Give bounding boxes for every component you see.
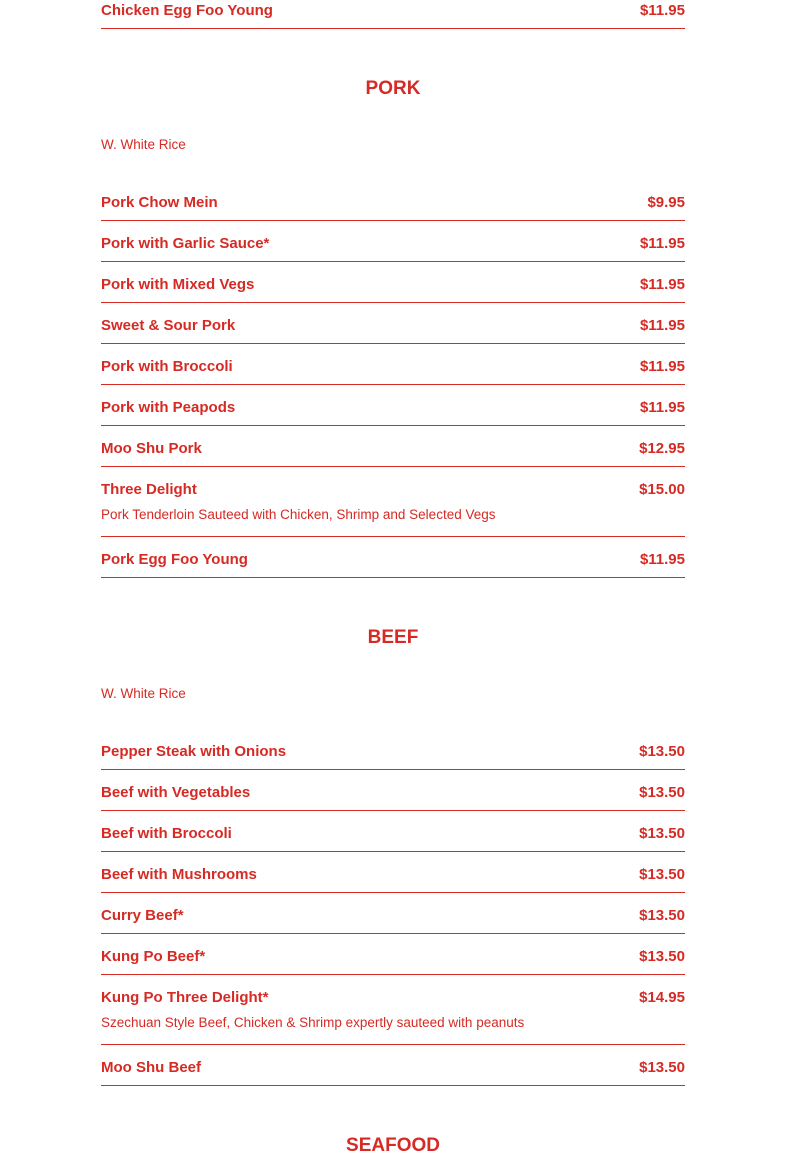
item-name: Kung Po Beef* — [101, 948, 206, 965]
item-description: Szechuan Style Beef, Chicken & Shrimp expertly sauteed with peanuts — [101, 1015, 525, 1030]
item-price: $11.95 — [639, 317, 685, 334]
item-name: Beef with Vegetables — [101, 784, 251, 801]
menu-item — [101, 1045, 685, 1086]
item-name: Pepper Steak with Onions — [101, 743, 287, 760]
item-name: Chicken Egg Foo Young — [101, 2, 273, 19]
item-name: Three Delight — [101, 481, 197, 498]
menu-item — [101, 770, 685, 811]
menu-item — [101, 0, 685, 29]
item-price: $13.50 — [639, 784, 685, 801]
item-price: $13.50 — [639, 907, 685, 924]
item-name: Beef with Broccoli — [101, 825, 232, 842]
item-price: $13.50 — [639, 948, 685, 965]
menu-item — [101, 180, 685, 221]
menu-item — [101, 262, 685, 303]
item-name: Moo Shu Pork — [101, 440, 202, 457]
item-price: $11.95 — [639, 276, 685, 293]
menu-item — [101, 537, 685, 578]
item-description: Pork Tenderloin Sauteed with Chicken, Shrimp and Selected Vegs — [101, 507, 496, 522]
menu-item — [101, 426, 685, 467]
item-price: $13.50 — [639, 866, 685, 883]
menu-item — [101, 303, 685, 344]
menu-item — [101, 221, 685, 262]
item-name: Beef with Mushrooms — [101, 866, 257, 883]
item-name: Pork with Mixed Vegs — [101, 276, 255, 293]
item-price: $9.95 — [647, 194, 685, 211]
menu-item — [101, 344, 685, 385]
item-price: $12.95 — [639, 440, 685, 457]
item-price: $11.95 — [639, 2, 685, 19]
item-name: Pork with Broccoli — [101, 358, 233, 375]
item-price: $13.50 — [639, 825, 685, 842]
menu-item — [101, 852, 685, 893]
section-title-beef: BEEF — [367, 627, 419, 648]
menu-item — [101, 811, 685, 852]
item-name: Sweet & Sour Pork — [101, 317, 236, 334]
item-name: Pork with Peapods — [101, 399, 236, 416]
menu-item — [101, 893, 685, 934]
menu-item — [101, 467, 685, 537]
item-price: $13.50 — [639, 743, 685, 760]
section-note: W. White Rice — [101, 137, 186, 152]
section-title-seafood: SEAFOOD — [346, 1135, 440, 1156]
item-price: $11.95 — [639, 235, 685, 252]
item-name: Pork Chow Mein — [101, 194, 218, 211]
item-price: $14.95 — [639, 989, 685, 1006]
menu-item — [101, 385, 685, 426]
item-name: Curry Beef* — [101, 907, 184, 924]
item-price: $13.50 — [639, 1059, 685, 1076]
section-note: W. White Rice — [101, 686, 186, 701]
item-name: Pork Egg Foo Young — [101, 551, 248, 568]
menu-item — [101, 934, 685, 975]
menu-item — [101, 729, 685, 770]
item-name: Moo Shu Beef — [101, 1059, 201, 1076]
section-title-pork: PORK — [365, 78, 421, 99]
item-price: $11.95 — [639, 551, 685, 568]
item-name: Pork with Garlic Sauce* — [101, 235, 270, 252]
item-price: $11.95 — [639, 358, 685, 375]
menu-item — [101, 975, 685, 1045]
item-price: $11.95 — [639, 399, 685, 416]
item-price: $15.00 — [639, 481, 685, 498]
item-name: Kung Po Three Delight* — [101, 989, 269, 1006]
